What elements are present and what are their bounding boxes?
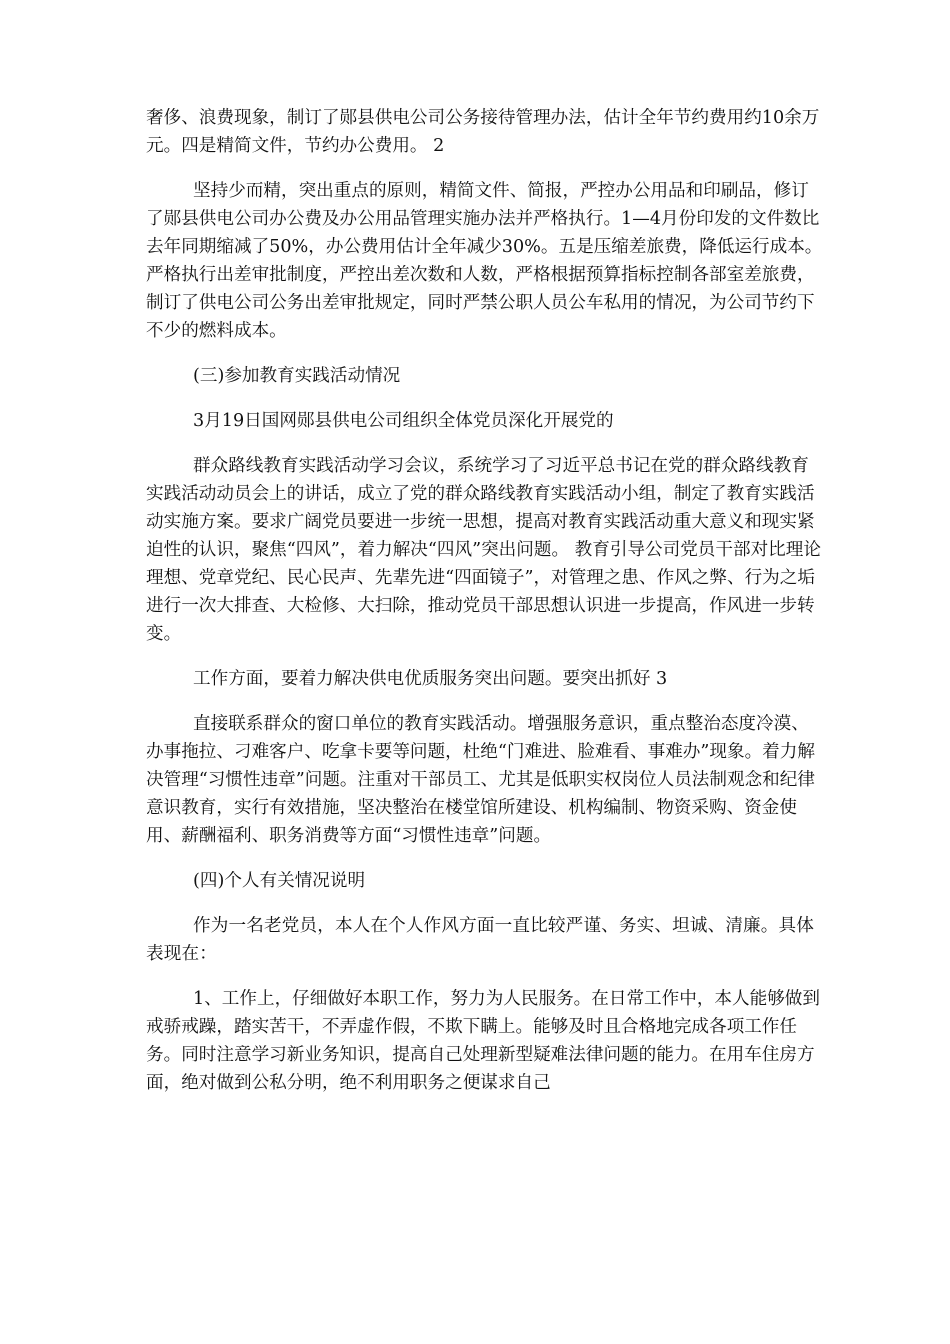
- paragraph-3: 3月19日国网郧县供电公司组织全体党员深化开展党的: [193, 411, 614, 431]
- paragraph-7: 作为一名老党员，本人在个人作风方面一直比较严谨、务实、坦诚、清廉。具体表现在：: [146, 916, 815, 964]
- paragraph-6: 直接联系群众的窗口单位的教育实践活动。增强服务意识，重点整治态度冷漠、办事拖拉、刁难客户、吃拿卡要等问题，杜绝“门难进、脸难看、事难办”现象。着力解决管理“习惯性违章”问题。注重对干部员工、尤其是低职实权岗位人员法制观念和纪律意识教育，实行有效措施，坚决整治在楼堂馆所建设、机构编制、物资采购、资金使用、薪酬福利、职务消费等方面“习惯性违章”问题。: [146, 714, 815, 846]
- paragraph-8: 1、工作上，仔细做好本职工作，努力为人民服务。在日常工作中，本人能够做到戒骄戒躁，踏实苦干，不弄虚作假，不欺下瞒上。能够及时且合格地完成各项工作任务。同时注意学习新业务知识，提高自己处理新型疑难法律问题的能力。在用车住房方面，绝对做到公私分明，绝不利用职务之便谋求自己: [146, 989, 820, 1093]
- document-body: [146, 104, 826, 1114]
- paragraph-4: 群众路线教育实践活动学习会议，系统学习了习近平总书记在党的群众路线教育实践活动动员会上的讲话，成立了党的群众路线教育实践活动小组，制定了教育实践活动实施方案。要求广阔党员要进一步统一思想，提高对教育实践活动重大意义和现实紧迫性的认识，聚焦“四风”，着力解决“四风”突出问题。 教育引导公司党员干部对比理论理想、党章党纪、民心民声、先辈先进“四面镜子”，对管理之患、作风之弊、行为之垢进行一次大排查、大检修、大扫除，推动党员干部思想认识进一步提高，作风进一步转变。: [146, 456, 821, 644]
- section-heading-four: (四)个人有关情况说明: [193, 871, 366, 891]
- section-heading-three: (三)参加教育实践活动情况: [193, 366, 401, 386]
- paragraph-1: 奢侈、浪费现象，制订了郧县供电公司公务接待管理办法，估计全年节约费用约10余万元。四是精简文件，节约办公费用。 2: [146, 108, 820, 156]
- paragraph-5: 工作方面，要着力解决供电优质服务突出问题。要突出抓好 3: [193, 669, 668, 689]
- paragraph-2: 坚持少而精，突出重点的原则，精简文件、简报，严控办公用品和印刷品，修订了郧县供电公司办公费及办公用品管理实施办法并严格执行。1—4月份印发的文件数比去年同期缩减了50%，办公费用估计全年减少30%。五是压缩差旅费，降低运行成本。严格执行出差审批制度，严控出差次数和人数，严格根据预算指标控制各部室差旅费，制订了供电公司公务出差审批规定，同时严禁公职人员公车私用的情况，为公司节约下不少的燃料成本。: [146, 181, 823, 341]
